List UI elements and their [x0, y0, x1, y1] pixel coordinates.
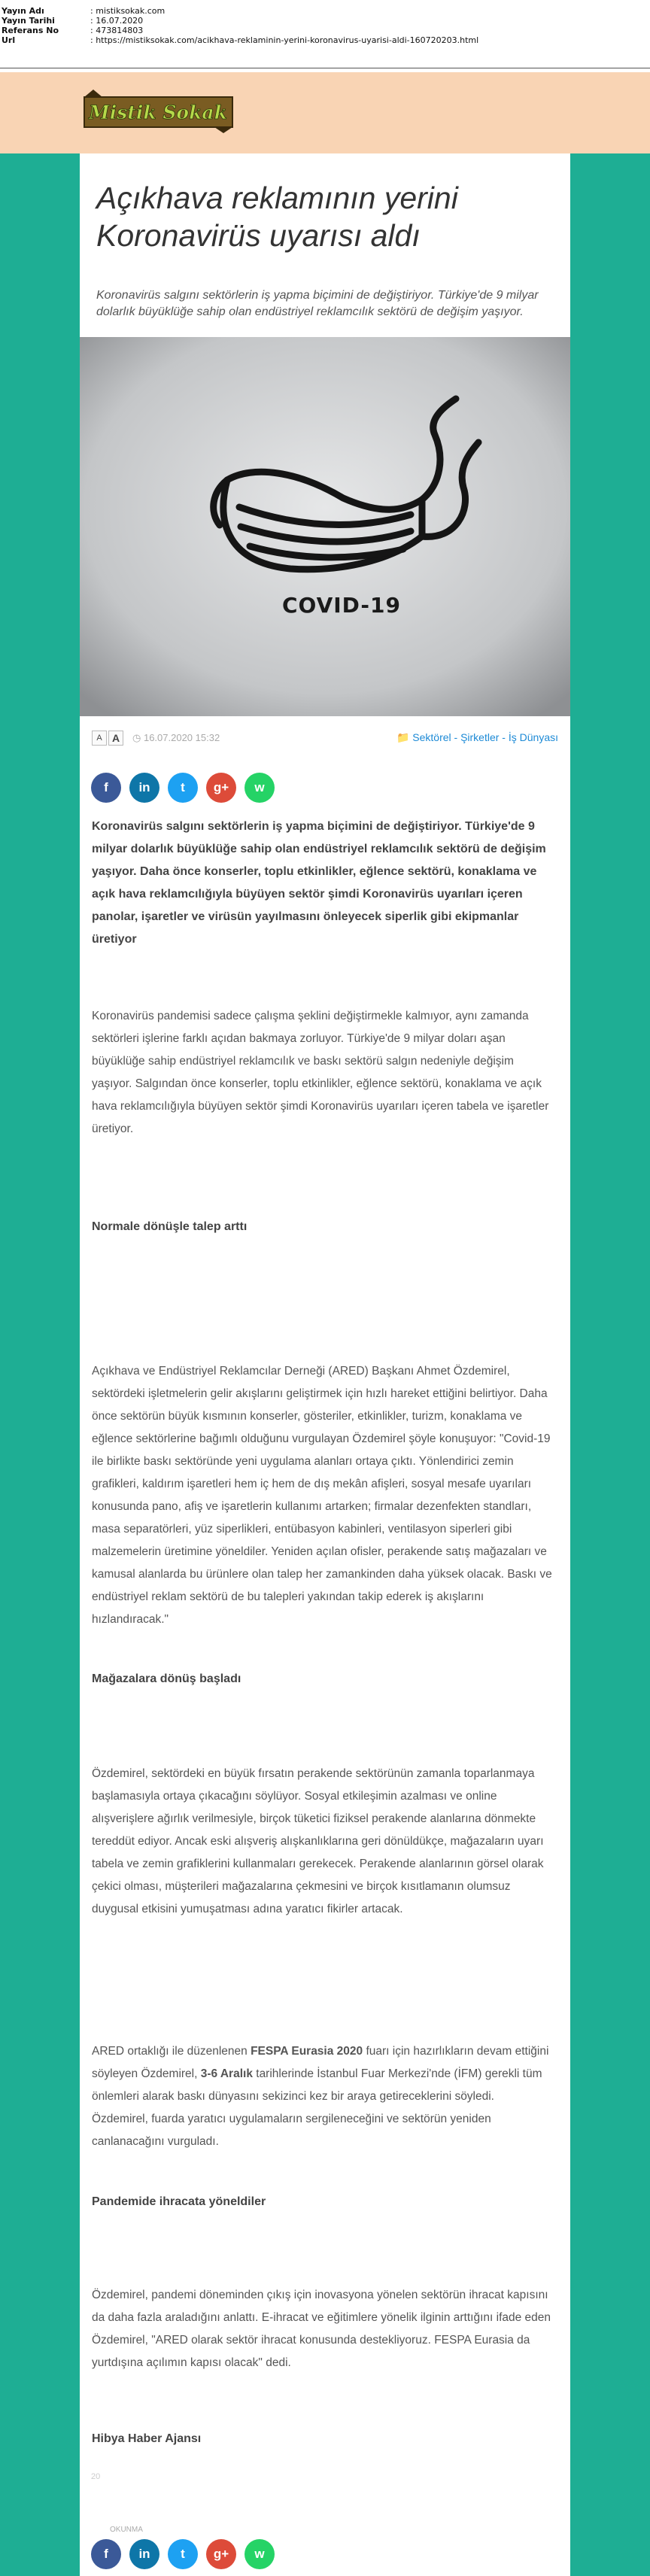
- article-title: Açıkhava reklamının yerini Koronavirüs uyarısı aldı: [96, 181, 458, 253]
- clipping-meta: [0, 6, 650, 45]
- read-count-label: OKUNMA: [110, 2526, 143, 2534]
- meta-key: Yayın Adı: [2, 6, 44, 16]
- date-text: 16.07.2020 15:32: [143, 732, 220, 743]
- facebook-icon[interactable]: f: [91, 2539, 121, 2569]
- text-run: ARED ortaklığı ile düzenlenen: [92, 2045, 251, 2058]
- meta-row: [0, 26, 650, 35]
- article-lead: Koronavirüs salgını sektörlerin iş yapma biçimini de değiştiriyor. Türkiye'de 9 milyar dolarlık büyüklüğe sahip olan endüstriyel reklamcılık sektörü de değişim yaşıyor.: [96, 289, 539, 318]
- google-plus-icon[interactable]: g+: [206, 773, 236, 803]
- paragraph: Açıkhava ve Endüstriyel Reklamcılar Derneği (ARED) Başkanı Ahmet Özdemirel, sektördeki işletmelerin gelir akışlarını geliştirmek için hızlı hareket ettiğini belirtiyor. Daha önce sektörün büyük kısmının konserler, gösteriler, etkinlikler, turizm, konaklama ve eğlence sektörlerine bağımlı olduğunu vurgulayan Özdemirel şöyle konuşuyor: "Covid-19 ile birlikte baskı sektöründe yeni uygulama alanları ortaya çıktı. Yönlendirici zemin grafikleri, kaldırım işaretleri hem iç hem de dış mekân afişleri, sosyal mesafe uyarıları konusunda pano, afiş ve işaretlerin kullanımı artarken; firmalar dezenfekten standları, masa separatörleri, yüz siperlikleri, entübasyon kabinleri, ventilasyon siperleri gibi malzemelerin üretimine yöneldiler. Yeniden açılan ofisler, perakende satış mağazaları ve kamusal alanlarda bu ürünlere olan talep her zamankinden daha yüksek olacak. Baskı ve endüstriyel reklam sektörü de bu talepleri yakından takip ederek iş akışlarını hızlandıracak.": [92, 1365, 552, 1626]
- meta-value: : mistiksokak.com: [90, 6, 166, 16]
- subheading: Mağazalara dönüş başladı: [92, 1672, 241, 1685]
- twitter-icon[interactable]: t: [168, 2539, 198, 2569]
- image-caption: COVID-19: [281, 593, 402, 618]
- meta-key: Referans No: [2, 26, 59, 35]
- meta-row: [0, 35, 650, 45]
- logo-text: Mistik Sokak: [89, 102, 227, 123]
- text-run-bold: FESPA Eurasia 2020: [251, 2045, 363, 2058]
- paragraph: Koronavirüs pandemisi sadece çalışma şeklini değiştirmekle kalmıyor, aynı zamanda sektörleri işlerine farklı açıdan bakmaya zorluyor. Türkiye'de 9 milyar doları aşan büyüklüğe sahip endüstriyel reklamcılık ve baskı sektörü salgın nedeniyle değişim yaşıyor. Salgından önce konserler, toplu etkinlikler, eğlence sektörü, konaklama ve açık hava reklamcılığıyla büyüyen sektör şimdi Koronavirüs uyarıları içeren tabela ve işaretler üretiyor.: [92, 1010, 549, 1135]
- article-summary: Koronavirüs salgını sektörlerin iş yapma biçimini de değiştiriyor. Türkiye'de 9 milyar dolarlık büyüklüğe sahip olan endüstriyel reklamcılık sektörü de değişim yaşıyor. Daha önce konserler, toplu etkinlikler, eğlence sektörü, konaklama ve açık hava reklamcılığıyla büyüyen sektör şimdi Koronavirüs uyarıları içeren panolar, işaretler ve virüsün yayılmasını önleyecek siperlik gibi ekipmanlar üretiyor: [92, 820, 546, 946]
- text-run: tarihlerinde İstanbul Fuar Merkezi'nde (İFM) gerekli tüm önlemleri alarak baskı dünyasını sekizinci kez bir araya getireceklerini söyledi. Özdemirel, fuarda yaratıcı uygulamaların sergileneceğini ve sektörün yeniden canlanacağını vurguladı.: [92, 2067, 542, 2148]
- meta-value: : 473814803: [90, 26, 144, 35]
- faint-mark: 20: [91, 2472, 101, 2481]
- linkedin-icon[interactable]: in: [129, 2539, 159, 2569]
- google-plus-icon[interactable]: g+: [206, 2539, 236, 2569]
- meta-value: : 16.07.2020: [90, 16, 144, 26]
- article-info-bar: [92, 728, 558, 748]
- font-increase-button[interactable]: A: [108, 731, 123, 746]
- text-run-bold: 3-6 Aralık: [200, 2067, 253, 2080]
- meta-value: : https://mistiksokak.com/acikhava-reklaminin-yerini-koronavirus-uyarisi-aldi-160720203.html: [90, 35, 479, 45]
- meta-row: [0, 6, 650, 16]
- whatsapp-icon[interactable]: w: [245, 773, 275, 803]
- facebook-icon[interactable]: f: [91, 773, 121, 803]
- left-background: [0, 153, 80, 2576]
- text-run: fuarı için hazırlıkların devam ettiğini söyleyen Özdemirel,: [92, 2045, 549, 2080]
- category-link[interactable]: [396, 731, 558, 744]
- subheading: Normale dönüşle talep arttı: [92, 1220, 248, 1233]
- linkedin-icon[interactable]: in: [129, 773, 159, 803]
- twitter-icon[interactable]: t: [168, 773, 198, 803]
- meta-key: Url: [2, 35, 16, 45]
- publish-date: [132, 732, 220, 744]
- whatsapp-icon[interactable]: w: [245, 2539, 275, 2569]
- subheading: Pandemide ihracata yöneldiler: [92, 2195, 266, 2208]
- paragraph: Özdemirel, sektördeki en büyük fırsatın perakende sektörünün zamanla toparlanmaya başlamasıyla ortaya çıkacağını söylüyor. Sosyal etkileşimin azalması ve online alışverişlere ağırlık verilmesiyle, birçok tüketici fiziksel perakende alanlarına dönmekte tereddüt ediyor. Ancak eski alışveriş alışkanlıklarına geri dönüldükçe, mağazaların uyarı tabela ve zemin grafiklerini kullanmaları gerekecek. Perakende alanlarının görsel olarak çekici olması, müşterileri mağazalarına çekmesini ve birçok kısıtlamanın olumsuz duygusal etkisini yumuşatması adına yaratıcı fikirler artacak.: [92, 1767, 544, 1915]
- source-credit: Hibya Haber Ajansı: [92, 2432, 202, 2445]
- share-bar-top: [91, 773, 275, 803]
- article-image: [80, 337, 570, 716]
- site-logo[interactable]: [81, 88, 235, 135]
- folder-icon: 📁: [396, 731, 410, 743]
- meta-row: [0, 16, 650, 26]
- right-background: [570, 153, 650, 2576]
- share-bar-bottom: [91, 2539, 275, 2569]
- paragraph: Özdemirel, pandemi döneminden çıkış için inovasyona yönelen sektörün ihracat kapısını da daha fazla araladığını anlattı. E-ihracat ve eğitimlere yönelik ilginin arttığını ifade eden Özdemirel, "ARED olarak sektör ihracat konusunda destekliyoruz. FESPA Eurasia da yurtdışına açılımın kapısı olacak" dedi.: [92, 2289, 551, 2369]
- font-decrease-button[interactable]: A: [92, 731, 107, 746]
- clock-icon: ◷: [132, 732, 141, 743]
- paragraph: [92, 2040, 552, 2153]
- category-text: Sektörel - Şirketler - İş Dünyası: [412, 731, 558, 743]
- meta-key: Yayın Tarihi: [2, 16, 55, 26]
